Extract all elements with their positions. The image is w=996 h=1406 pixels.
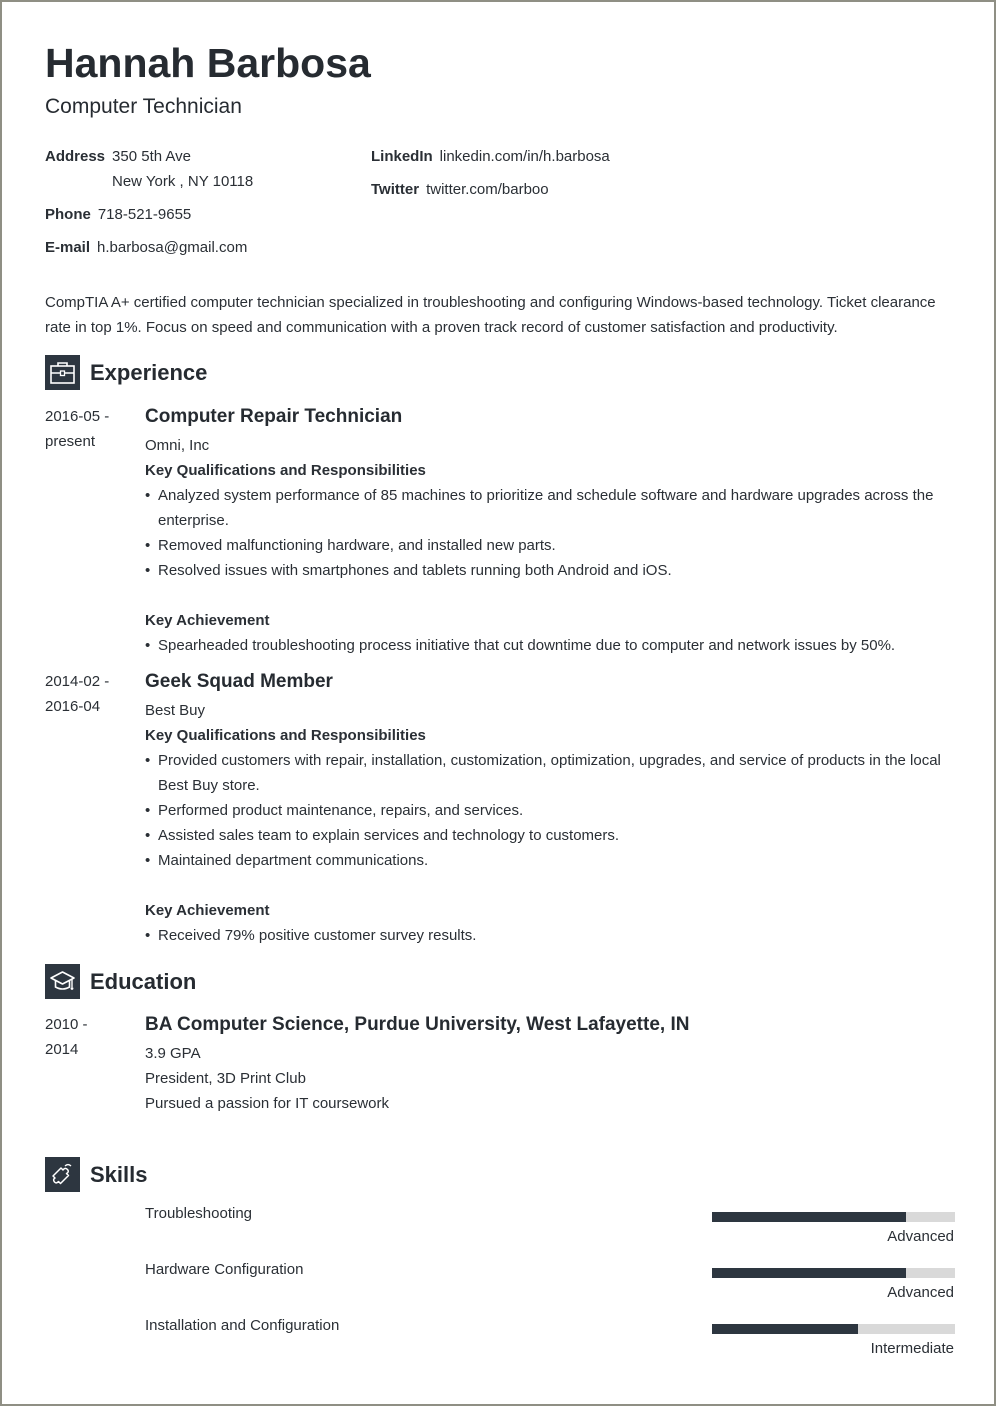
- education-heading: Education: [90, 968, 197, 994]
- contact-twitter: [371, 177, 549, 202]
- skill-name: Installation and Configuration: [145, 1317, 340, 1334]
- skill-level: Intermediate: [870, 1340, 954, 1357]
- date-start: 2014-02 -: [45, 673, 110, 690]
- list-item: • Spearheaded troubleshooting process initiative that cut downtime due to computer and network issues by 50%.: [145, 633, 955, 658]
- date-end: 2016-04: [45, 698, 101, 715]
- company-name: Best Buy: [145, 702, 206, 719]
- qualifications-heading: Key Qualifications and Responsibilities: [145, 727, 426, 744]
- skill-row: [145, 1204, 955, 1260]
- job-body: [145, 404, 955, 658]
- contact-phone: [45, 202, 191, 227]
- list-item: • Performed product maintenance, repairs, and services.: [145, 798, 955, 823]
- education-section-header: [45, 964, 196, 999]
- achievement-list: [145, 923, 955, 948]
- twitter-label: Twitter: [371, 181, 420, 198]
- phone-value: 718-521-9655: [97, 206, 192, 223]
- list-item: • Assisted sales team to explain services and technology to customers.: [145, 823, 955, 848]
- profile-summary: CompTIA A+ certified computer technician specialized in troubleshooting and configuring Windows-based technology. Ticket clearance rate in top 1%. Focus on speed and communication with a proven track record of customer satisfaction and productivity.: [45, 294, 936, 336]
- achievement-list: [145, 633, 955, 658]
- email-value[interactable]: h.barbosa@gmail.com: [97, 239, 248, 256]
- skill-name: Troubleshooting: [145, 1205, 253, 1222]
- company-name: Omni, Inc: [145, 437, 210, 454]
- job-dates: [45, 669, 135, 719]
- education-dates: [45, 1012, 135, 1062]
- achievement-heading: Key Achievement: [145, 612, 270, 629]
- job-role: Geek Squad Member: [145, 671, 333, 692]
- skill-level: Advanced: [887, 1228, 954, 1245]
- address-line2: New York , NY 10118: [112, 173, 254, 190]
- linkedin-link[interactable]: linkedin.com/in/h.barbosa: [439, 148, 610, 165]
- list-item: • Maintained department communications.: [145, 848, 955, 873]
- contact-address: [45, 144, 191, 169]
- skill-name: Hardware Configuration: [145, 1261, 304, 1278]
- contact-email: [45, 235, 247, 260]
- linkedin-label: LinkedIn: [371, 148, 433, 165]
- date-start: 2010 -: [45, 1016, 88, 1033]
- date-end: 2014: [45, 1041, 79, 1058]
- list-item: • Resolved issues with smartphones and tablets running both Android and iOS.: [145, 558, 955, 583]
- date-end: present: [45, 433, 96, 450]
- skills-heading: Skills: [90, 1161, 148, 1187]
- list-item: • Removed malfunctioning hardware, and installed new parts.: [145, 533, 955, 558]
- briefcase-icon: [45, 355, 80, 390]
- skill-level: Advanced: [887, 1284, 954, 1301]
- degree-title: BA Computer Science, Purdue University, West Lafayette, IN: [145, 1014, 690, 1035]
- job-role: Computer Repair Technician: [145, 406, 403, 427]
- job-title: Computer Technician: [45, 95, 242, 118]
- skill-bar-fill: [712, 1212, 906, 1222]
- skill-level-bar: [712, 1212, 955, 1222]
- education-detail: 3.9 GPA: [145, 1045, 201, 1062]
- experience-heading: Experience: [90, 359, 208, 385]
- skill-row: [145, 1260, 955, 1316]
- achievement-heading: Key Achievement: [145, 902, 270, 919]
- skill-level-bar: [712, 1324, 955, 1334]
- responsibility-list: [145, 483, 955, 583]
- skill-bar-fill: [712, 1324, 858, 1334]
- skill-bar-fill: [712, 1268, 906, 1278]
- skill-level-bar: [712, 1268, 955, 1278]
- contact-linkedin: [371, 144, 610, 169]
- candidate-name: Hannah Barbosa: [45, 40, 371, 86]
- list-item: • Provided customers with repair, installation, customization, optimization, upgrades, and service of products in the local Best Buy store.: [145, 748, 955, 798]
- education-body: [145, 1012, 955, 1116]
- graduation-cap-icon: [45, 964, 80, 999]
- experience-section-header: [45, 355, 207, 390]
- email-label: E-mail: [45, 239, 91, 256]
- address-line1: 350 5th Ave: [112, 148, 191, 165]
- twitter-link[interactable]: twitter.com/barboo: [426, 181, 549, 198]
- skills-section-header: [45, 1157, 147, 1192]
- skill-row: [145, 1316, 955, 1372]
- address-label: Address: [45, 148, 106, 165]
- job-dates: [45, 404, 135, 454]
- responsibility-list: [145, 748, 955, 873]
- date-start: 2016-05 -: [45, 408, 110, 425]
- education-detail: President, 3D Print Club: [145, 1070, 306, 1087]
- puzzle-piece-icon: [45, 1157, 80, 1192]
- qualifications-heading: Key Qualifications and Responsibilities: [145, 462, 426, 479]
- list-item: • Received 79% positive customer survey results.: [145, 923, 955, 948]
- list-item: • Analyzed system performance of 85 machines to prioritize and schedule software and hardware upgrades across the enterprise.: [145, 483, 955, 533]
- job-body: [145, 669, 955, 948]
- phone-label: Phone: [45, 206, 91, 223]
- education-detail: Pursued a passion for IT coursework: [145, 1095, 390, 1112]
